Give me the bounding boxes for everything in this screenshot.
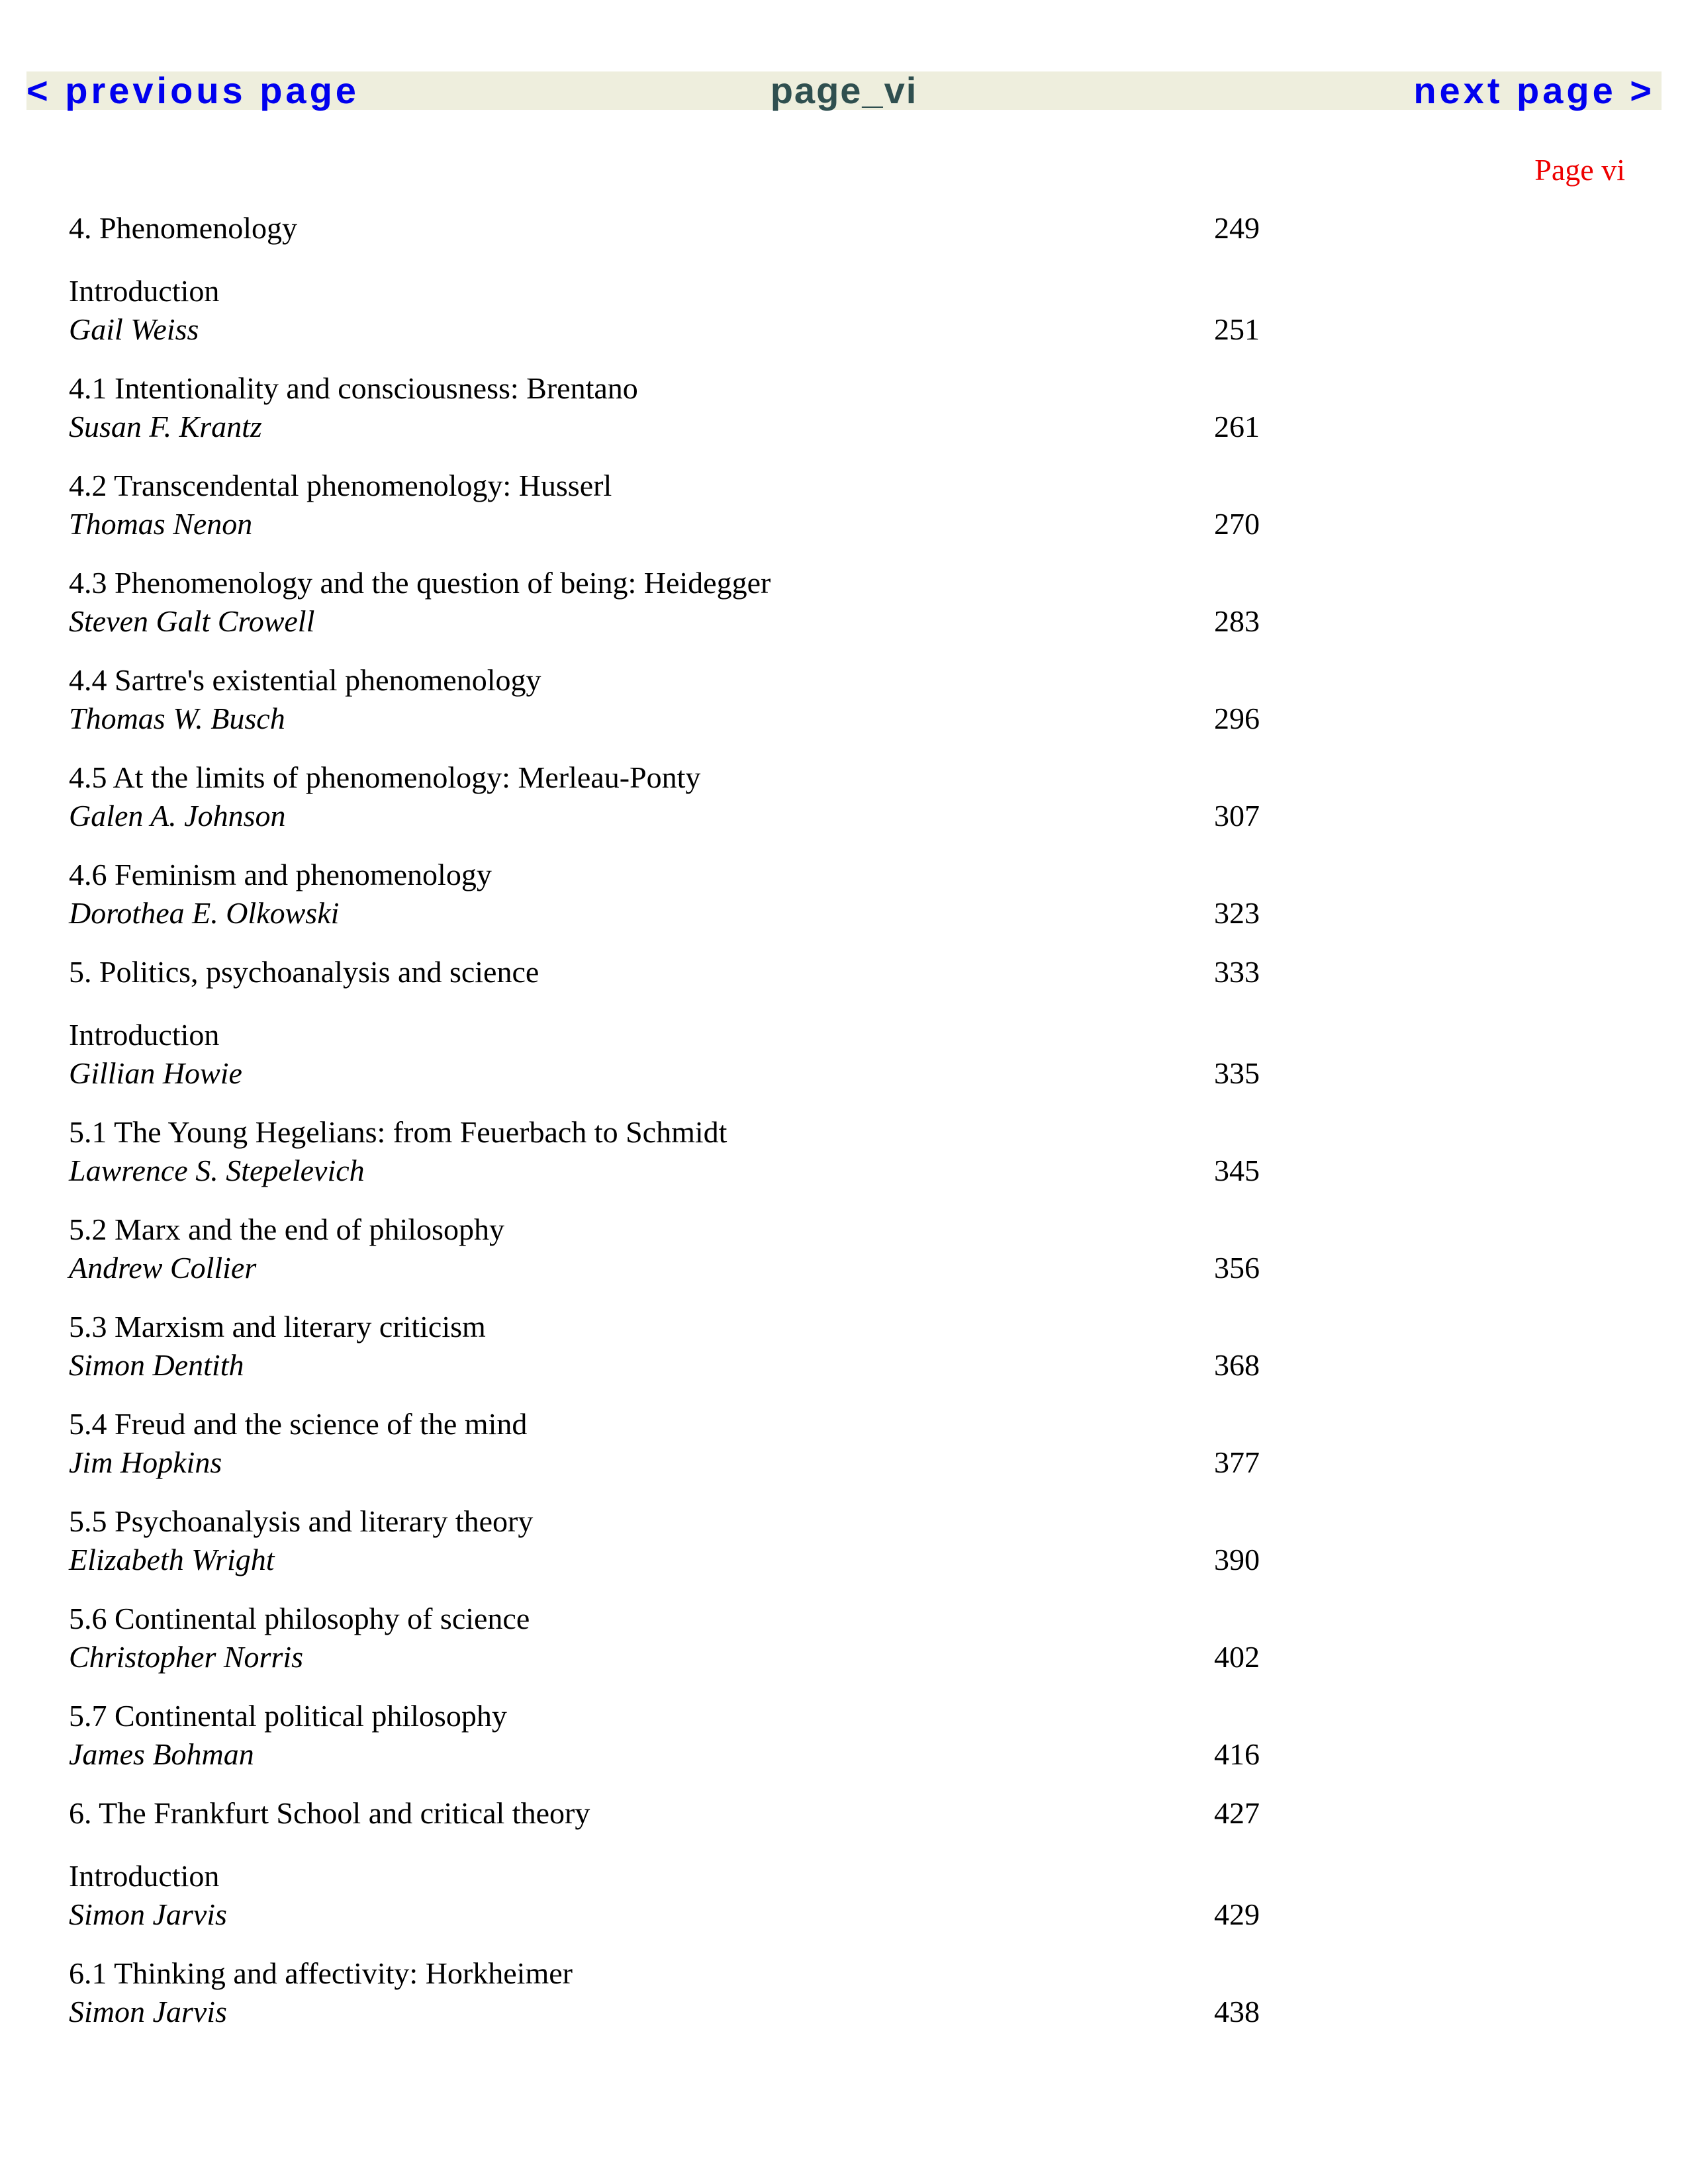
toc-entry [69,1308,1267,1385]
entry-author: Simon Jarvis [69,1995,227,2028]
toc-entry [69,1954,1267,2031]
entry-page-number: 333 [1214,955,1260,989]
entry-page-number: 438 [1214,1995,1260,2028]
entry-title: 4.4 Sartre's existential phenomenology [69,663,541,697]
table-of-contents [69,209,1267,2052]
entry-title: 5.5 Psychoanalysis and literary theory [69,1504,534,1538]
entry-author: James Bohman [69,1737,254,1771]
entry-title: 6. The Frankfurt School and critical theory [69,1796,590,1830]
entry-title: 4.6 Feminism and phenomenology [69,858,492,891]
entry-title: 4.3 Phenomenology and the question of being: Heidegger [69,566,771,600]
entry-author: Gail Weiss [69,312,199,346]
entry-page-number: 356 [1214,1251,1260,1285]
toc-entry [69,1857,1267,1934]
entry-title: 4.1 Intentionality and consciousness: Brentano [69,371,638,405]
entry-page-number: 251 [1214,312,1260,346]
entry-page-number: 390 [1214,1543,1260,1576]
toc-entry [69,856,1267,933]
entry-title: 6.1 Thinking and affectivity: Horkheimer [69,1956,573,1990]
entry-author: Galen A. Johnson [69,799,286,833]
entry-title: Introduction [69,1859,220,1893]
entry-title: 5.3 Marxism and literary criticism [69,1310,486,1343]
entry-author: Dorothea E. Olkowski [69,896,340,930]
entry-author: Simon Dentith [69,1348,244,1382]
entry-author: Lawrence S. Stepelevich [69,1154,365,1187]
entry-author: Andrew Collier [69,1251,257,1285]
entry-page-number: 249 [1214,211,1260,245]
next-page-link[interactable]: next page > [1413,69,1655,111]
entry-page-number: 416 [1214,1737,1260,1771]
toc-entry [69,661,1267,738]
toc-part-heading [69,953,1267,991]
page-id-title: page_vi [770,69,918,111]
entry-title: 5. Politics, psychoanalysis and science [69,955,539,989]
entry-page-number: 368 [1214,1348,1260,1382]
toc-entry [69,1502,1267,1579]
entry-title: 5.1 The Young Hegelians: from Feuerbach to Schmidt [69,1115,727,1149]
entry-title: Introduction [69,274,220,308]
entry-page-number: 323 [1214,896,1260,930]
entry-author: Thomas Nenon [69,507,253,541]
entry-author: Jim Hopkins [69,1445,222,1479]
toc-entry [69,758,1267,835]
page-marker: Page vi [1534,153,1625,187]
toc-entry [69,1600,1267,1676]
entry-title: 4.5 At the limits of phenomenology: Merleau-Ponty [69,760,701,794]
entry-title: Introduction [69,1018,220,1052]
toc-entry [69,369,1267,446]
entry-page-number: 345 [1214,1154,1260,1187]
entry-author: Steven Galt Crowell [69,604,315,638]
toc-entry [69,1405,1267,1482]
entry-author: Elizabeth Wright [69,1543,275,1576]
entry-author: Gillian Howie [69,1056,242,1090]
toc-entry [69,1210,1267,1287]
entry-title: 5.6 Continental philosophy of science [69,1602,530,1635]
toc-entry [69,1697,1267,1774]
page-navigation-bar [26,71,1662,110]
entry-title: 5.7 Continental political philosophy [69,1699,507,1733]
entry-title: 4.2 Transcendental phenomenology: Husserl [69,469,612,502]
entry-title: 5.4 Freud and the science of the mind [69,1407,528,1441]
entry-author: Susan F. Krantz [69,410,262,443]
entry-title: 4. Phenomenology [69,211,297,245]
entry-page-number: 429 [1214,1897,1260,1931]
entry-page-number: 402 [1214,1640,1260,1674]
toc-part-heading [69,209,1267,248]
entry-page-number: 283 [1214,604,1260,638]
previous-page-link[interactable]: < previous page [26,69,359,111]
entry-page-number: 307 [1214,799,1260,833]
toc-part-heading [69,1794,1267,1833]
entry-page-number: 335 [1214,1056,1260,1090]
toc-entry [69,1113,1267,1190]
toc-entry [69,467,1267,543]
entry-page-number: 270 [1214,507,1260,541]
entry-author: Christopher Norris [69,1640,304,1674]
entry-title: 5.2 Marx and the end of philosophy [69,1212,504,1246]
entry-page-number: 296 [1214,702,1260,735]
entry-page-number: 261 [1214,410,1260,443]
entry-author: Thomas W. Busch [69,702,285,735]
entry-page-number: 427 [1214,1796,1260,1830]
entry-author: Simon Jarvis [69,1897,227,1931]
toc-entry [69,1016,1267,1093]
entry-page-number: 377 [1214,1445,1260,1479]
toc-entry [69,272,1267,349]
toc-entry [69,564,1267,641]
